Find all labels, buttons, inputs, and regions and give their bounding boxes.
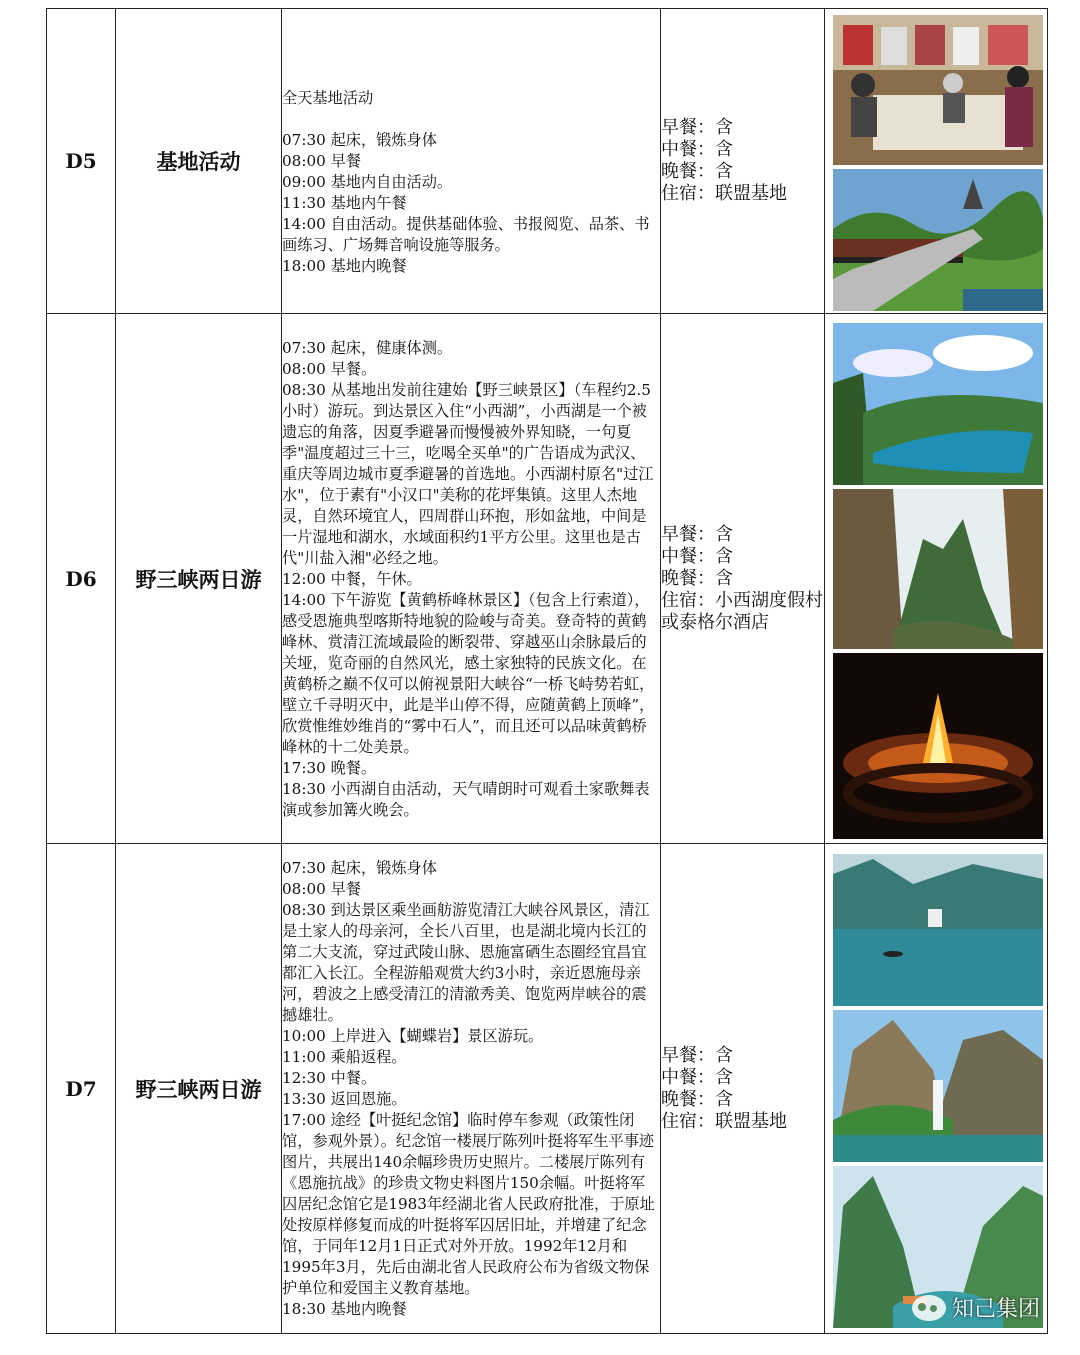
schedule-line: 17:30 晚餐。 — [282, 759, 377, 777]
meal-breakfast: 早餐：含 — [661, 117, 733, 138]
schedule-line: 08:00 早餐。 — [282, 360, 377, 378]
schedule-cell — [282, 314, 661, 844]
meal-breakfast: 早餐：含 — [661, 523, 733, 545]
brand-watermark — [912, 1292, 1040, 1323]
schedule-line: 11:00 乘船返程。 — [282, 1047, 407, 1066]
schedule-line: 09:00 基地内自由活动。 — [282, 172, 453, 191]
schedule-line: 08:30 从基地出发前往建始【野三峡景区】（车程约2.5小时）游玩。到达景区入住“小西湖”，小西湖是一个被遗忘的角落，因夏季避暑而慢慢被外界知晓，一句夏季"温度超过三十三，吃喝全买单"的广告语成为武汉、重庆等周边城市夏季避暑的首选地。小西湖村原名"过江水"，位于素有"小汉口"美称的花坪集镇。这里人杰地灵，自然环境宜人，四周群山环抱，形如盆地，中间是一片湿地和湖水，水域面积约1平方公里。这里也是古代"川盐入湘"必经之地。 — [282, 381, 654, 567]
activity-title: 基地活动 — [116, 9, 282, 314]
schedule-spacer — [282, 109, 660, 130]
watermark-text: 知己集团 — [951, 1297, 1040, 1322]
wechat-icon — [912, 1295, 946, 1321]
meal-lunch: 中餐：含 — [661, 139, 733, 160]
itinerary-row-d5 — [47, 9, 1048, 314]
schedule-line: 13:30 返回恩施。 — [282, 1089, 407, 1108]
schedule-line: 18:30 基地内晚餐 — [282, 1299, 407, 1318]
schedule-line: 12:30 中餐。 — [282, 1068, 377, 1087]
waterfall-gorge-photo — [833, 1010, 1043, 1162]
meal-lodging: 住宿：联盟基地 — [661, 1110, 787, 1132]
meal-dinner: 晚餐：含 — [661, 161, 733, 182]
day-cell: D5 — [47, 9, 116, 314]
meal-lodging: 住宿：小西湖度假村或泰格尔酒店 — [661, 589, 823, 633]
itinerary-row-d6 — [47, 314, 1048, 844]
schedule-cell — [282, 9, 661, 314]
schedule-line: 07:30 起床，健康体测。 — [282, 339, 453, 357]
calligraphy-class-photo — [833, 15, 1043, 165]
photos-cell — [825, 9, 1048, 314]
itinerary-row-d7 — [47, 844, 1048, 1334]
covered-bridge-photo — [833, 169, 1043, 311]
schedule-line: 全天基地活动 — [282, 88, 374, 107]
schedule-line: 12:00 中餐，午休。 — [282, 570, 422, 588]
schedule-line: 18:00 基地内晚餐 — [282, 256, 407, 275]
meals-cell — [661, 9, 825, 314]
meal-lodging: 住宿：联盟基地 — [661, 183, 787, 204]
meal-dinner: 晚餐：含 — [661, 567, 733, 589]
schedule-line: 11:30 基地内午餐 — [282, 193, 407, 212]
schedule-line: 08:00 早餐 — [282, 151, 361, 170]
schedule-line: 14:00 下午游览【黄鹤桥峰林景区】（包含上行索道），感受恩施典型喀斯特地貌的险峻与奇美。登奇特的黄鹤峰林、赏清江流域最险的断裂带、穿越巫山余脉最后的关垭，览奇丽的自然风光，感土家独特的民族文化。在黄鹤桥之巅不仅可以俯视景阳大峡谷“一桥飞峙势若虹，壁立千寻明灭中，此是半山停不得，应随黄鹤上顶峰”，欣赏惟维妙维肖的“雾中石人”，而且还可以品味黄鹤桥峰林的十二处美景。 — [282, 591, 655, 756]
photos-cell — [825, 844, 1048, 1334]
meals-cell — [661, 314, 825, 844]
activity-title: 野三峡两日游 — [116, 844, 282, 1334]
schedule-line: 17:00 途经【叶挺纪念馆】临时停车参观（政策性闭馆，参观外景）。纪念馆一楼展厅陈列叶挺将军生平事迹图片，共展出140余幅珍贵历史照片。二楼展厅陈列有《恩施抗战》的珍贵文物史料图片150余幅。叶挺将军囚居纪念馆它是1983年经湖北省人民政府批准，于原址处按原样修复而成的叶挺将军囚居旧址，并增建了纪念馆，于同年12月1日正式对外开放。1992年12月和1995年3月，先后由湖北省人民政府公布为省级文物保护单位和爱国主义教育基地。 — [282, 1110, 655, 1297]
schedule-cell — [282, 844, 661, 1334]
cliff-canyon-photo — [833, 489, 1043, 649]
meal-dinner: 晚餐：含 — [661, 1088, 733, 1110]
meals-cell — [661, 844, 825, 1334]
day-cell: D7 — [47, 844, 116, 1334]
meal-lunch: 中餐：含 — [661, 1066, 733, 1088]
photos-cell — [825, 314, 1048, 844]
schedule-line: 14:00 自由活动。提供基础体验、书报阅览、品茶、书画练习、广场舞音响设施等服务。 — [282, 214, 650, 254]
schedule-line: 08:30 到达景区乘坐画舫游览清江大峡谷风景区，清江是土家人的母亲河，全长八百里，也是湖北境内长江的第二大支流，穿过武陵山脉、恩施富硒生态圈经宜昌宜都汇入长江。全程游船观赏大约3小时，亲近恩施母亲河，碧波之上感受清江的清澈秀美、饱览两岸峡谷的震撼雄壮。 — [282, 900, 650, 1024]
schedule-line: 08:00 早餐 — [282, 879, 361, 898]
misty-river-boat-photo — [833, 854, 1043, 1006]
meal-lunch: 中餐：含 — [661, 545, 733, 567]
itinerary-table — [46, 8, 1048, 1334]
activity-title: 野三峡两日游 — [116, 314, 282, 844]
lake-valley-photo — [833, 323, 1043, 485]
meal-breakfast: 早餐：含 — [661, 1044, 733, 1066]
bonfire-party-photo — [833, 653, 1043, 839]
schedule-line: 10:00 上岸进入【蝴蝶岩】景区游玩。 — [282, 1026, 544, 1045]
schedule-line: 07:30 起床，锻炼身体 — [282, 130, 437, 149]
day-cell: D6 — [47, 314, 116, 844]
schedule-line: 18:30 小西湖自由活动，天气晴朗时可观看土家歌舞表演或参加篝火晚会。 — [282, 780, 650, 819]
schedule-line: 07:30 起床，锻炼身体 — [282, 858, 437, 877]
